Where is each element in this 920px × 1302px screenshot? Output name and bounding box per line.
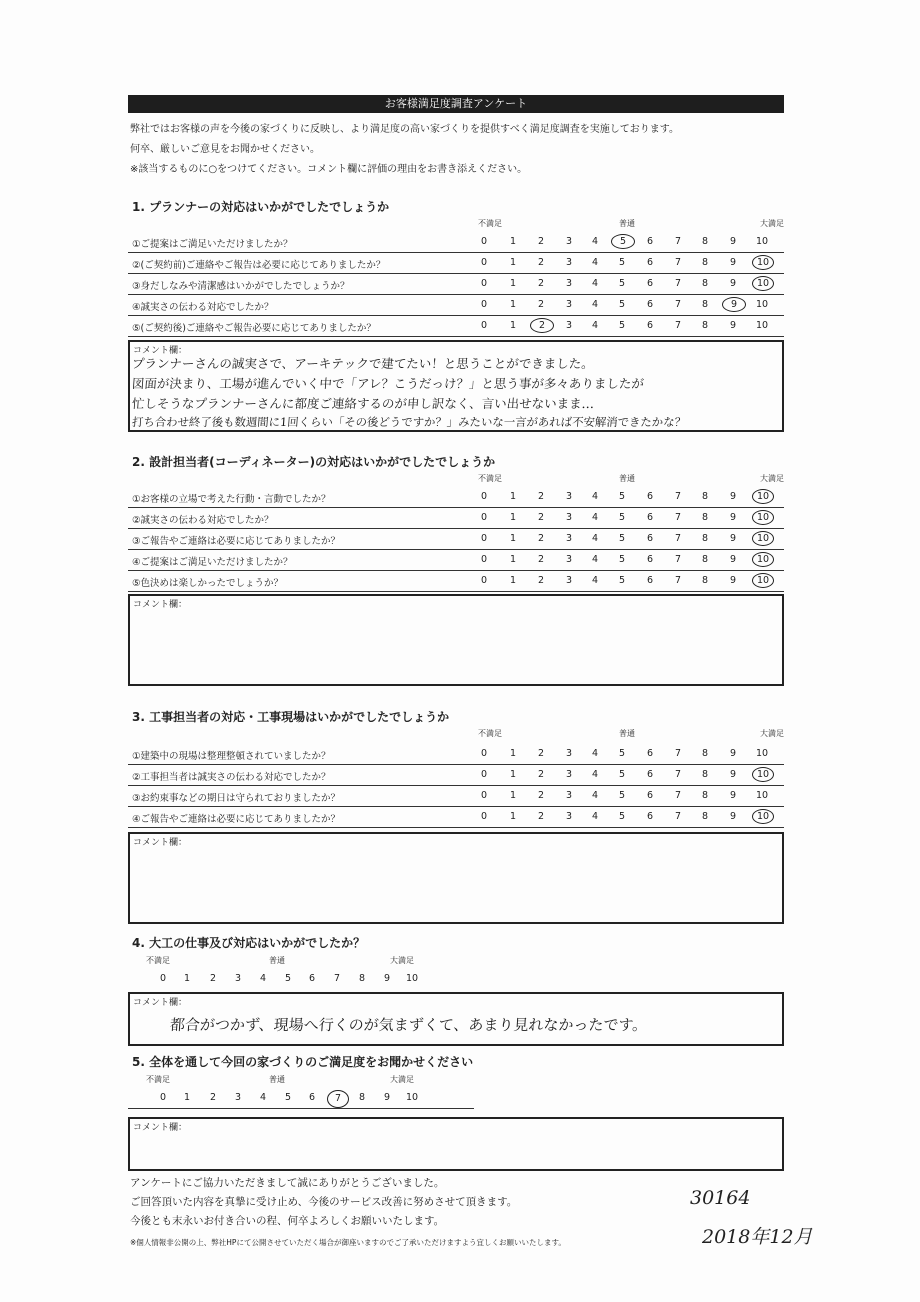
scale-option[interactable]: 1 bbox=[509, 748, 517, 759]
scale-option[interactable]: 2 bbox=[537, 811, 545, 822]
scale-option[interactable]: 10 bbox=[755, 790, 769, 801]
scale-option[interactable]: 8 bbox=[701, 748, 709, 759]
scale-option[interactable]: 1 bbox=[509, 769, 517, 780]
section-5-comment-box[interactable] bbox=[128, 1117, 784, 1171]
scale-option[interactable]: 1 bbox=[509, 811, 517, 822]
scale-option[interactable]: 6 bbox=[646, 811, 654, 822]
scale-option[interactable]: 4 bbox=[591, 769, 599, 780]
scale-option[interactable]: 9 bbox=[729, 236, 737, 247]
scale-option[interactable]: 3 bbox=[565, 320, 573, 331]
scale-option[interactable]: 6 bbox=[646, 257, 654, 268]
scale-option[interactable]: 9 bbox=[729, 533, 737, 544]
scale-option[interactable]: 4 bbox=[591, 512, 599, 523]
scale-option-selected[interactable]: 5 bbox=[611, 234, 635, 249]
scale-option[interactable]: 10 bbox=[755, 748, 769, 759]
scale-option-selected[interactable]: 10 bbox=[752, 531, 774, 546]
scale-option-selected[interactable]: 10 bbox=[752, 767, 774, 782]
scale-option[interactable]: 1 bbox=[509, 299, 517, 310]
section-4-title: 4. 大工の仕事及び対応はいかがでしたか？ bbox=[132, 936, 366, 950]
scale-option[interactable]: 8 bbox=[701, 278, 709, 289]
scale-option[interactable]: 6 bbox=[646, 512, 654, 523]
scale-option[interactable]: 2 bbox=[537, 790, 545, 801]
comment-line-2: 図面が決まり、工場が進んでいく中で「アレ？こうだっけ？」と思う事が多々ありましたが bbox=[131, 376, 645, 391]
scale-option[interactable]: 8 bbox=[701, 320, 709, 331]
scale-option-selected[interactable]: 7 bbox=[327, 1090, 349, 1108]
scale-option[interactable]: 0 bbox=[480, 320, 488, 331]
scale-option[interactable]: 9 bbox=[729, 575, 737, 586]
scale-low-label: 不満足 bbox=[478, 474, 502, 483]
scale-low-label: 不満足 bbox=[146, 1075, 170, 1084]
comment-line-1: プランナーさんの誠実さで、アーキテックで建てたい！と思うことができました。 bbox=[131, 356, 595, 371]
scale-high-label: 大満足 bbox=[760, 219, 784, 228]
section-4-comment: 都合がつかず、現場へ行くのが気まずくて、あまり見れなかったです。 bbox=[169, 1016, 648, 1034]
comment-line-3: 忙しそうなプランナーさんに都度ご連絡するのが申し訳なく、言い出せないまま… bbox=[131, 396, 595, 411]
question-text: ②誠実さの伝わる対応でしたか？ bbox=[132, 515, 274, 526]
scale-option[interactable]: 8 bbox=[701, 257, 709, 268]
scale-option[interactable]: 0 bbox=[480, 278, 488, 289]
footer-line-2: ご回答頂いた内容を真摯に受け止め、今後のサービス改善に努めさせて頂きます。 bbox=[130, 1196, 518, 1208]
scale-mid-label: 普通 bbox=[619, 474, 635, 483]
question-row bbox=[128, 807, 784, 828]
question-row bbox=[128, 274, 784, 295]
scale-option[interactable]: 10 bbox=[405, 973, 419, 984]
scale-option[interactable]: 9 bbox=[729, 491, 737, 502]
scale-option[interactable]: 7 bbox=[333, 973, 341, 984]
scale-option[interactable]: 5 bbox=[284, 1092, 292, 1103]
scale-option[interactable]: 7 bbox=[674, 811, 682, 822]
scale-high-label: 大満足 bbox=[760, 474, 784, 483]
scale-option[interactable]: 0 bbox=[480, 257, 488, 268]
question-text: ②工事担当者は誠実さの伝わる対応でしたか？ bbox=[132, 772, 331, 783]
privacy-note: ※個人情報非公開の上、弊社HPにて公開させていただく場合が御座いますのでご了承いただけますよう宜しくお願いいたします。 bbox=[130, 1238, 566, 1247]
question-text: ④誠実さの伝わる対応でしたか？ bbox=[132, 302, 274, 313]
scale-option[interactable]: 3 bbox=[565, 491, 573, 502]
comment-line-4: 打ち合わせ終了後も数週間に1回くらい「その後どうですか？」みたいな一言があれば不安解消できたかな？ bbox=[131, 415, 687, 429]
scale-high-label: 大満足 bbox=[390, 1075, 414, 1084]
scale-option[interactable]: 4 bbox=[591, 491, 599, 502]
scale-option[interactable]: 7 bbox=[674, 299, 682, 310]
scale-option[interactable]: 1 bbox=[509, 533, 517, 544]
scale-mid-label: 普通 bbox=[619, 219, 635, 228]
scale-option[interactable]: 3 bbox=[565, 748, 573, 759]
scale-option-selected[interactable]: 10 bbox=[752, 552, 774, 567]
intro-line-1: 弊社ではお客様の声を今後の家づくりに反映し、より満足度の高い家づくりを提供すべく満足度調査を実施しております。 bbox=[130, 124, 679, 135]
section-5-underline bbox=[128, 1108, 474, 1109]
scale-option[interactable]: 4 bbox=[591, 811, 599, 822]
scale-option[interactable]: 3 bbox=[565, 257, 573, 268]
scale-option[interactable]: 4 bbox=[591, 257, 599, 268]
scale-option[interactable]: 6 bbox=[646, 748, 654, 759]
scale-option[interactable]: 5 bbox=[618, 491, 626, 502]
scale-option[interactable]: 2 bbox=[537, 491, 545, 502]
scale-option-selected[interactable]: 2 bbox=[530, 318, 554, 333]
comment-label: コメント欄： bbox=[133, 998, 188, 1008]
comment-label: コメント欄： bbox=[133, 346, 188, 356]
scale-option[interactable]: 8 bbox=[701, 491, 709, 502]
section-1-comment-box[interactable] bbox=[128, 340, 784, 432]
scale-option[interactable]: 4 bbox=[591, 236, 599, 247]
scale-mid-label: 普通 bbox=[269, 956, 285, 965]
scale-option[interactable]: 8 bbox=[358, 973, 366, 984]
scale-option[interactable]: 9 bbox=[729, 257, 737, 268]
scale-option[interactable]: 4 bbox=[591, 575, 599, 586]
section-3-comment-box[interactable] bbox=[128, 832, 784, 924]
question-row bbox=[128, 571, 784, 592]
scale-option[interactable]: 7 bbox=[674, 748, 682, 759]
scale-option[interactable]: 6 bbox=[646, 236, 654, 247]
scale-option[interactable]: 4 bbox=[591, 748, 599, 759]
scale-option[interactable]: 3 bbox=[565, 533, 573, 544]
scale-option[interactable]: 7 bbox=[674, 320, 682, 331]
scale-option[interactable]: 9 bbox=[729, 278, 737, 289]
scale-option-selected[interactable]: 10 bbox=[752, 276, 774, 291]
scale-option[interactable]: 9 bbox=[729, 811, 737, 822]
scale-option[interactable]: 2 bbox=[537, 748, 545, 759]
question-text: ④ご報告やご連絡は必要に応じてありましたか？ bbox=[132, 814, 341, 825]
scale-option[interactable]: 8 bbox=[358, 1092, 366, 1103]
scale-option[interactable]: 8 bbox=[701, 769, 709, 780]
scale-mid-label: 普通 bbox=[619, 729, 635, 738]
scale-option[interactable]: 1 bbox=[183, 973, 191, 984]
scale-option[interactable]: 5 bbox=[618, 748, 626, 759]
survey-id: 30164 bbox=[690, 1187, 751, 1209]
scale-option[interactable]: 0 bbox=[480, 533, 488, 544]
question-row bbox=[128, 316, 784, 337]
scale-option[interactable]: 6 bbox=[646, 491, 654, 502]
scale-option[interactable]: 3 bbox=[234, 973, 242, 984]
scale-option[interactable]: 4 bbox=[591, 320, 599, 331]
scale-option[interactable]: 0 bbox=[480, 790, 488, 801]
question-text: ⑤色決めは楽しかったでしょうか？ bbox=[132, 578, 284, 589]
scale-option[interactable]: 9 bbox=[729, 320, 737, 331]
scale-option[interactable]: 4 bbox=[591, 790, 599, 801]
scale-option[interactable]: 8 bbox=[701, 236, 709, 247]
scale-option[interactable]: 2 bbox=[537, 575, 545, 586]
question-row bbox=[128, 786, 784, 807]
scale-option[interactable]: 5 bbox=[618, 512, 626, 523]
footer-line-1: アンケートにご協力いただきまして誠にありがとうございました。 bbox=[130, 1177, 445, 1189]
section-5-title: 5. 全体を通して今回の家づくりのご満足度をお聞かせください bbox=[132, 1055, 474, 1069]
scale-option[interactable]: 9 bbox=[729, 769, 737, 780]
question-text: ④ご提案はご満足いただけましたか？ bbox=[132, 557, 293, 568]
section-1-title: 1. プランナーの対応はいかがでしたでしょうか bbox=[132, 200, 390, 214]
scale-option[interactable]: 0 bbox=[480, 748, 488, 759]
scale-option[interactable]: 7 bbox=[674, 554, 682, 565]
scale-low-label: 不満足 bbox=[478, 219, 502, 228]
scale-option[interactable]: 3 bbox=[565, 236, 573, 247]
scale-option[interactable]: 1 bbox=[509, 790, 517, 801]
question-text: ③お約束事などの期日は守られておりましたか？ bbox=[132, 793, 341, 804]
question-row bbox=[128, 550, 784, 571]
scale-option[interactable]: 0 bbox=[480, 769, 488, 780]
scale-option[interactable]: 9 bbox=[729, 790, 737, 801]
comment-label: コメント欄： bbox=[133, 838, 188, 848]
scale-option[interactable]: 7 bbox=[674, 491, 682, 502]
scale-option[interactable]: 9 bbox=[383, 973, 391, 984]
scale-option[interactable]: 10 bbox=[755, 236, 769, 247]
scale-option[interactable]: 0 bbox=[480, 811, 488, 822]
scale-low-label: 不満足 bbox=[146, 956, 170, 965]
scale-option[interactable]: 6 bbox=[646, 790, 654, 801]
scale-option[interactable]: 9 bbox=[729, 512, 737, 523]
scale-option[interactable]: 6 bbox=[646, 533, 654, 544]
section-4-comment-box[interactable] bbox=[128, 992, 784, 1046]
scale-option[interactable]: 3 bbox=[234, 1092, 242, 1103]
scale-option[interactable]: 8 bbox=[701, 533, 709, 544]
question-row bbox=[128, 232, 784, 253]
scale-option[interactable]: 6 bbox=[646, 278, 654, 289]
scale-option[interactable]: 3 bbox=[565, 299, 573, 310]
scale-option[interactable]: 5 bbox=[618, 769, 626, 780]
scale-option[interactable]: 0 bbox=[480, 491, 488, 502]
scale-option[interactable]: 6 bbox=[308, 1092, 316, 1103]
scale-option[interactable]: 1 bbox=[509, 512, 517, 523]
scale-option[interactable]: 8 bbox=[701, 299, 709, 310]
scale-option[interactable]: 1 bbox=[509, 575, 517, 586]
scale-option[interactable]: 6 bbox=[646, 554, 654, 565]
scale-option[interactable]: 0 bbox=[159, 1092, 167, 1103]
scale-option-selected[interactable]: 10 bbox=[752, 489, 774, 504]
scale-option[interactable]: 9 bbox=[383, 1092, 391, 1103]
scale-option[interactable]: 1 bbox=[509, 554, 517, 565]
scale-option[interactable]: 7 bbox=[674, 278, 682, 289]
section-3-title: 3. 工事担当者の対応・工事現場はいかがでしたでしょうか bbox=[132, 710, 450, 724]
scale-option[interactable]: 7 bbox=[674, 512, 682, 523]
question-row bbox=[128, 508, 784, 529]
scale-option[interactable]: 6 bbox=[646, 769, 654, 780]
scale-option[interactable]: 2 bbox=[537, 769, 545, 780]
scale-option[interactable]: 6 bbox=[308, 973, 316, 984]
question-text: ⑤(ご契約後)ご連絡やご報告必要に応じてありましたか？ bbox=[132, 323, 376, 334]
scale-option[interactable]: 5 bbox=[618, 278, 626, 289]
question-row bbox=[128, 253, 784, 274]
scale-option[interactable]: 3 bbox=[565, 769, 573, 780]
scale-option[interactable]: 6 bbox=[646, 320, 654, 331]
scale-option[interactable]: 2 bbox=[537, 236, 545, 247]
scale-option[interactable]: 7 bbox=[674, 257, 682, 268]
scale-option[interactable]: 1 bbox=[509, 491, 517, 502]
scale-option[interactable]: 1 bbox=[183, 1092, 191, 1103]
scale-option[interactable]: 5 bbox=[618, 320, 626, 331]
scale-option[interactable]: 4 bbox=[259, 1092, 267, 1103]
scale-option[interactable]: 5 bbox=[618, 299, 626, 310]
scale-option[interactable]: 4 bbox=[591, 554, 599, 565]
scale-option[interactable]: 2 bbox=[537, 278, 545, 289]
scale-option[interactable]: 0 bbox=[480, 236, 488, 247]
survey-title: お客様満足度調査アンケート bbox=[128, 95, 784, 113]
scale-option[interactable]: 7 bbox=[674, 790, 682, 801]
scale-option[interactable]: 4 bbox=[591, 533, 599, 544]
footer-line-3: 今後とも末永いお付き合いの程、何卒よろしくお願いいたします。 bbox=[130, 1215, 445, 1227]
scale-option[interactable]: 10 bbox=[755, 299, 769, 310]
scale-option[interactable]: 4 bbox=[591, 278, 599, 289]
question-text: ②(ご契約前)ご連絡やご報告は必要に応じてありましたか？ bbox=[132, 260, 386, 271]
scale-high-label: 大満足 bbox=[390, 956, 414, 965]
scale-option[interactable]: 0 bbox=[480, 554, 488, 565]
scale-option[interactable]: 6 bbox=[646, 575, 654, 586]
scale-option[interactable]: 3 bbox=[565, 575, 573, 586]
scale-option[interactable]: 5 bbox=[618, 790, 626, 801]
comment-label: コメント欄： bbox=[133, 1123, 188, 1133]
scale-option-selected[interactable]: 9 bbox=[722, 297, 746, 312]
scale-option[interactable]: 3 bbox=[565, 278, 573, 289]
scale-mid-label: 普通 bbox=[269, 1075, 285, 1084]
scale-option[interactable]: 3 bbox=[565, 790, 573, 801]
scale-option[interactable]: 1 bbox=[509, 320, 517, 331]
intro-line-2: 何卒、厳しいご意見をお聞かせください。 bbox=[130, 144, 320, 155]
intro-line-3: ※該当するものに○をつけてください。コメント欄に評価の理由をお書き添えください。 bbox=[130, 164, 528, 175]
scale-option[interactable]: 1 bbox=[509, 278, 517, 289]
scale-option[interactable]: 5 bbox=[618, 533, 626, 544]
scale-option-selected[interactable]: 10 bbox=[752, 510, 774, 525]
question-row bbox=[128, 744, 784, 765]
scale-option[interactable]: 5 bbox=[284, 973, 292, 984]
scale-option-selected[interactable]: 10 bbox=[752, 255, 774, 270]
question-row bbox=[128, 295, 784, 316]
scale-option[interactable]: 4 bbox=[591, 299, 599, 310]
comment-label: コメント欄： bbox=[133, 600, 188, 610]
scale-option[interactable]: 0 bbox=[480, 512, 488, 523]
scale-option[interactable]: 5 bbox=[618, 811, 626, 822]
scale-option[interactable]: 8 bbox=[701, 790, 709, 801]
question-text: ③身だしなみや清潔感はいかがでしたでしょうか？ bbox=[132, 281, 350, 292]
section-2-comment-box[interactable] bbox=[128, 594, 784, 686]
scale-option[interactable]: 4 bbox=[259, 973, 267, 984]
scale-option[interactable]: 5 bbox=[618, 257, 626, 268]
scale-option[interactable]: 3 bbox=[565, 512, 573, 523]
scale-option-selected[interactable]: 10 bbox=[752, 809, 774, 824]
scale-option[interactable]: 2 bbox=[209, 973, 217, 984]
scale-option[interactable]: 0 bbox=[480, 299, 488, 310]
scale-option[interactable]: 10 bbox=[755, 320, 769, 331]
question-row bbox=[128, 529, 784, 550]
scale-option[interactable]: 0 bbox=[480, 575, 488, 586]
question-text: ①お客様の立場で考えた行動・言動でしたか？ bbox=[132, 494, 331, 505]
scale-option[interactable]: 2 bbox=[537, 299, 545, 310]
scale-option[interactable]: 0 bbox=[159, 973, 167, 984]
scale-option[interactable]: 8 bbox=[701, 512, 709, 523]
scale-option[interactable]: 7 bbox=[674, 575, 682, 586]
scale-option[interactable]: 2 bbox=[537, 533, 545, 544]
scale-option[interactable]: 9 bbox=[729, 748, 737, 759]
scale-option[interactable]: 8 bbox=[701, 554, 709, 565]
scale-option[interactable]: 7 bbox=[674, 236, 682, 247]
question-text: ③ご報告やご連絡は必要に応じてありましたか？ bbox=[132, 536, 341, 547]
scale-option[interactable]: 5 bbox=[618, 575, 626, 586]
scale-option[interactable]: 2 bbox=[537, 257, 545, 268]
survey-date: 2018年12月 bbox=[702, 1226, 813, 1248]
question-text: ①ご提案はご満足いただけましたか？ bbox=[132, 239, 293, 250]
scale-option[interactable]: 9 bbox=[729, 554, 737, 565]
scale-option[interactable]: 3 bbox=[565, 554, 573, 565]
scale-option[interactable]: 2 bbox=[537, 512, 545, 523]
scale-option[interactable]: 8 bbox=[701, 575, 709, 586]
scale-low-label: 不満足 bbox=[478, 729, 502, 738]
scale-option[interactable]: 1 bbox=[509, 236, 517, 247]
question-row bbox=[128, 765, 784, 786]
scale-option[interactable]: 3 bbox=[565, 811, 573, 822]
question-text: ①建築中の現場は整理整頓されていましたか？ bbox=[132, 751, 331, 762]
section-2-title: 2. 設計担当者(コーディネーター)の対応はいかがでしたでしょうか bbox=[132, 455, 496, 469]
scale-option-selected[interactable]: 10 bbox=[752, 573, 774, 588]
scale-high-label: 大満足 bbox=[760, 729, 784, 738]
scale-option[interactable]: 8 bbox=[701, 811, 709, 822]
scale-option[interactable]: 7 bbox=[674, 769, 682, 780]
scale-option[interactable]: 7 bbox=[674, 533, 682, 544]
scale-option[interactable]: 1 bbox=[509, 257, 517, 268]
scale-option[interactable]: 6 bbox=[646, 299, 654, 310]
scale-option[interactable]: 5 bbox=[618, 554, 626, 565]
scale-option[interactable]: 2 bbox=[537, 554, 545, 565]
question-row bbox=[128, 487, 784, 508]
scale-option[interactable]: 10 bbox=[405, 1092, 419, 1103]
scale-option[interactable]: 2 bbox=[209, 1092, 217, 1103]
